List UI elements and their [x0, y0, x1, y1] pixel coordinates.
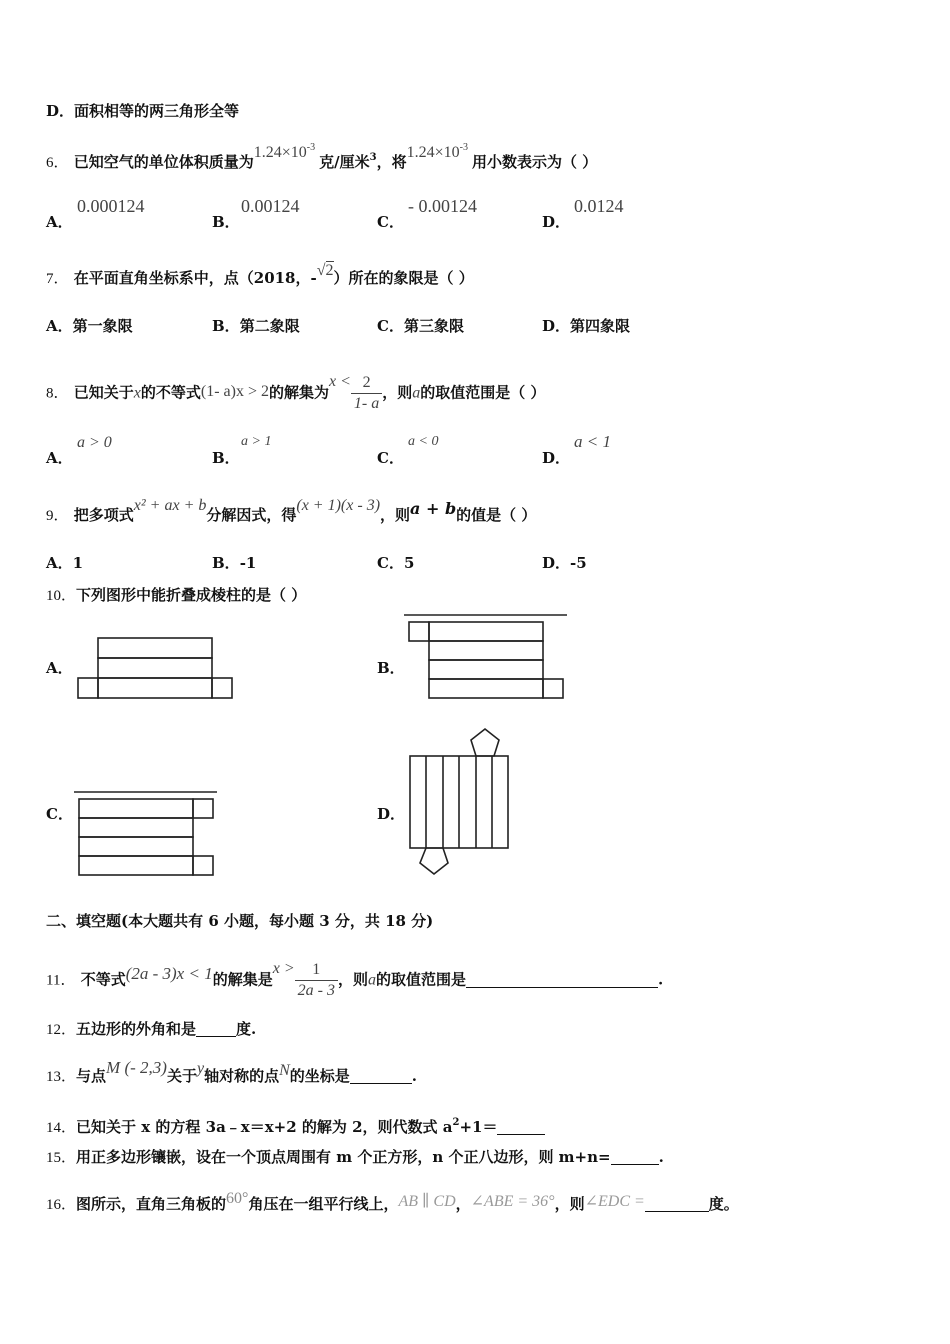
q9-option-d[interactable]: D．-5	[542, 554, 587, 572]
q8-option-c-value: a < 0	[408, 434, 439, 449]
question-10: 10．下列图形中能折叠成棱柱的是（ ）	[46, 586, 307, 604]
answer-blank[interactable]	[196, 1020, 236, 1037]
polynomial: x² + ax + b	[133, 497, 207, 514]
q9-option-b[interactable]: B．-1	[212, 554, 257, 572]
question-13: 13．与点M (- 2,3)关于y轴对称的点N的坐标是 .	[46, 1058, 417, 1085]
q10-option-d[interactable]: D．	[377, 805, 406, 823]
math-expression: $1.24\times 10^{-3}$	[253, 142, 316, 161]
answer-blank[interactable]	[611, 1148, 659, 1165]
sum-expression: a + b	[410, 499, 457, 518]
fraction: $\frac{1}{2a - 3}$	[295, 960, 338, 1001]
q9-option-a[interactable]: A．1	[46, 554, 84, 572]
question-11: 11． 不等式(2a - 3)x < 1的解集是x > $\frac{1}{2a - 3}$ ，则a的取值范围是 .	[46, 959, 664, 999]
q9-option-c[interactable]: C．5	[377, 554, 415, 572]
inequality: (2a - 3)x < 1	[125, 963, 213, 983]
point-m: M (- 2,3)	[106, 1058, 167, 1077]
figure-b-net	[402, 612, 568, 704]
q6-option-a-label[interactable]: A．	[46, 213, 73, 231]
q6-option-b-value: 0.00124	[241, 196, 300, 216]
q8-option-b-value: a > 1	[241, 434, 272, 449]
question-8: 8． 已知关于x的不等式(1- a)x > 2的解集为x < $\frac{2}{1- a}$ ，则a的取值范围是（ ）	[46, 372, 546, 412]
answer-blank[interactable]	[645, 1195, 709, 1212]
question-9: 9． 把多项式x² + ax + b分解因式，得(x + 1)(x - 3)，则a + b的值是（ ）	[46, 497, 537, 524]
fraction: $\frac{2}{1- a}$	[351, 373, 382, 414]
q6-option-d-label[interactable]: D．	[542, 213, 571, 231]
q8-option-d-value: a < 1	[574, 432, 611, 451]
sqrt-expression: √2	[316, 262, 334, 279]
figure-a-net	[76, 636, 236, 702]
q6-option-c-value: - 0.00124	[408, 196, 477, 216]
question-15: 15．用正多边形镶嵌，设在一个顶点周围有 m 个正方形，n 个正八边形，则 m+n= .	[46, 1148, 664, 1166]
q7-option-d[interactable]: D．第四象限	[542, 317, 631, 335]
q7-option-c[interactable]: C．第三象限	[377, 317, 464, 335]
figure-c-net	[72, 789, 220, 879]
q8-option-d-label[interactable]: D．	[542, 449, 571, 467]
factored-form: (x + 1)(x - 3)	[296, 497, 381, 514]
q8-option-a-value: a > 0	[77, 434, 112, 451]
q6-option-a-value: 0.000124	[77, 196, 145, 216]
section-2-heading: 二、填空题(本大题共有 6 小题，每小题 3 分，共 18 分)	[46, 912, 434, 930]
q7-option-a[interactable]: A．第一象限	[46, 317, 133, 335]
question-14: 14．已知关于 x 的方程 3a﹣x＝x+2 的解为 2，则代数式 $a^2+1=$	[46, 1113, 545, 1138]
q6-option-c-label[interactable]: C．	[377, 213, 404, 231]
question-7: 7． 在平面直角坐标系中，点（2018，-√2）所在的象限是（ ）	[46, 262, 474, 287]
q8-option-a-label[interactable]: A．	[46, 449, 73, 467]
inequality: (1- a)x > 2	[200, 382, 269, 400]
q7-option-b[interactable]: B．第二象限	[212, 317, 300, 335]
question-number: 6．	[46, 155, 69, 171]
q10-option-a[interactable]: A．	[46, 659, 73, 677]
q5-option-d: D．面积相等的两三角形全等	[46, 102, 240, 120]
question-12: 12．五边形的外角和是 度.	[46, 1020, 257, 1038]
q10-option-b[interactable]: B．	[377, 659, 405, 677]
q6-option-b-label[interactable]: B．	[212, 213, 240, 231]
figure-d-net	[406, 725, 514, 879]
answer-blank[interactable]	[497, 1118, 545, 1135]
q8-option-c-label[interactable]: C．	[377, 449, 404, 467]
answer-blank[interactable]	[350, 1067, 412, 1084]
math-expression: $1.24\times 10^{-3}$	[406, 142, 468, 161]
question-6: 6． 已知空气的单位体积质量为$1.24\times 10^{-3}$克/厘米$^3$，将$1.24\times 10^{-3}$用小数表示为（ ）	[46, 142, 598, 171]
question-16: 16．图所示，直角三角板的60°角压在一组平行线上，AB ∥ CD，∠ABE = 36°，则∠EDC = 度。	[46, 1190, 739, 1213]
answer-blank[interactable]	[466, 971, 658, 988]
q6-option-d-value: 0.0124	[574, 196, 624, 216]
q8-option-b-label[interactable]: B．	[212, 449, 240, 467]
q10-option-c[interactable]: C．	[46, 805, 73, 823]
